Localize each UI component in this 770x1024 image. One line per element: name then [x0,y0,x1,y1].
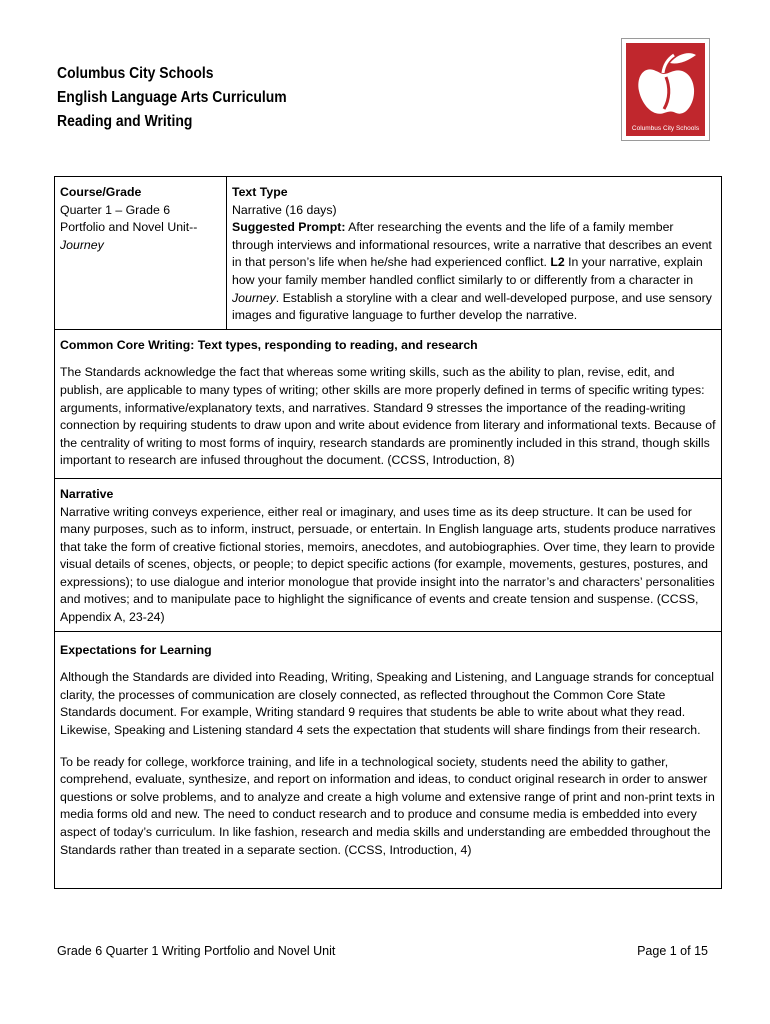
expectations-row [55,631,722,888]
prompt-text-3: . Establish a storyline with a clear and well-developed purpose, and use sensory images and figurative language to further develop the narrative. [232,290,712,323]
expectations-para-1: Although the Standards are divided into Reading, Writing, Speaking and Listening, and Language strands for conceptual clarity, the processes of communication are closely connected, as reflected throughout the Common Core State Standards document. For example, Writing standard 9 requires that students be able to write about what they read. Likewise, Speaking and Listening standard 4 sets the expectation that students will share findings from their research. [60,670,715,738]
course-quarter: Quarter 1 – Grade 6 [60,202,171,217]
logo-background [626,43,705,136]
apple-icon [626,43,705,136]
narrative-heading: Narrative [60,486,114,501]
school-logo [621,38,710,141]
common-core-cell [55,329,722,478]
header-school: Columbus City Schools [57,65,214,82]
logo-caption: Columbus City Schools [631,125,700,132]
narrative-cell [55,478,722,631]
expectations-heading: Expectations for Learning [60,642,212,657]
page-number: Page 1 of 15 [637,944,708,958]
course-unit-text: Portfolio and Novel Unit-- [60,220,198,235]
common-core-body: The Standards acknowledge the fact that whereas some writing skills, such as the ability to plan, revise, edit, and publish, are applicable to many types of writing; other skills are more properly defined in terms of specific writing types: arguments, informative/explanatory texts, and narratives. Standard 9 stresses the importance of the reading-writing connection by requiring students to draw upon and write about evidence from literary and informational texts. Because of the centrality of writing to most forms of inquiry, research standards are prominently included in this strand, though skills important to research are infused throughout the document. (CCSS, Introduction, 8) [60,365,716,468]
prompt-text-1: After researching the events and the life of a family member through interviews and informational resources, write a narrative that describes an event in that person’s life when he/she had experienced conflict. [232,220,712,270]
suggested-prompt [232,219,716,325]
common-core-row [55,329,722,478]
text-type-cell [227,177,722,330]
course-row [55,177,722,330]
prompt-novel: Journey [232,290,276,305]
common-core-heading: Common Core Writing: Text types, responding to reading, and research [60,337,478,352]
expectations-cell [55,631,722,888]
header-curriculum: English Language Arts Curriculum [57,89,287,106]
header-subject: Reading and Writing [57,113,193,130]
expectations-para-2: To be ready for college, workforce training, and life in a technological society, students need the ability to gather, comprehend, evaluate, synthesize, and report on information and ideas, to conduct original research in order to answer questions or solve problems, and to analyze and create a high volume and extensive range of print and non-print texts in media forms old and new. The need to conduct research and to produce and consume media is embedded into every aspect of today’s curriculum. In like fashion, research and media skills and understanding are embedded throughout the Standards rather than treated in a separate section. (CCSS, Introduction, 4) [60,754,715,857]
course-unit [60,219,221,254]
curriculum-table [54,176,722,889]
document-header [57,62,577,134]
narrative-body: Narrative writing conveys experience, either real or imaginary, and uses time as its deep structure. It can be used for many purposes, such as to inform, instruct, persuade, or entertain. In English language arts, students produce narratives that take the form of creative fictional stories, memoirs, anecdotes, and autobiographies. Over time, they learn to provide visual details of scenes, objects, or people; to depict specific actions (for example, movements, gestures, postures, and expressions); to use dialogue and interior monologue that provide insight into the narrator’s and characters’ personalities and motives; and to manipulate pace to highlight the significance of events and create tension and suspense. (CCSS, Appendix A, 23-24) [60,504,716,625]
prompt-l2: L2 [550,255,565,270]
footer-title: Grade 6 Quarter 1 Writing Portfolio and Novel Unit [57,944,336,958]
text-type-value: Narrative (16 days) [232,202,337,217]
course-grade-label: Course/Grade [60,185,142,199]
narrative-row [55,478,722,631]
prompt-text-2: In your narrative, explain how your family member handled conflict similarly to or differently from a character in [232,255,703,287]
course-unit-novel: Journey [60,237,104,252]
suggested-prompt-label: Suggested Prompt: [232,220,346,235]
text-type-label: Text Type [232,185,288,199]
course-grade-cell [55,177,227,330]
